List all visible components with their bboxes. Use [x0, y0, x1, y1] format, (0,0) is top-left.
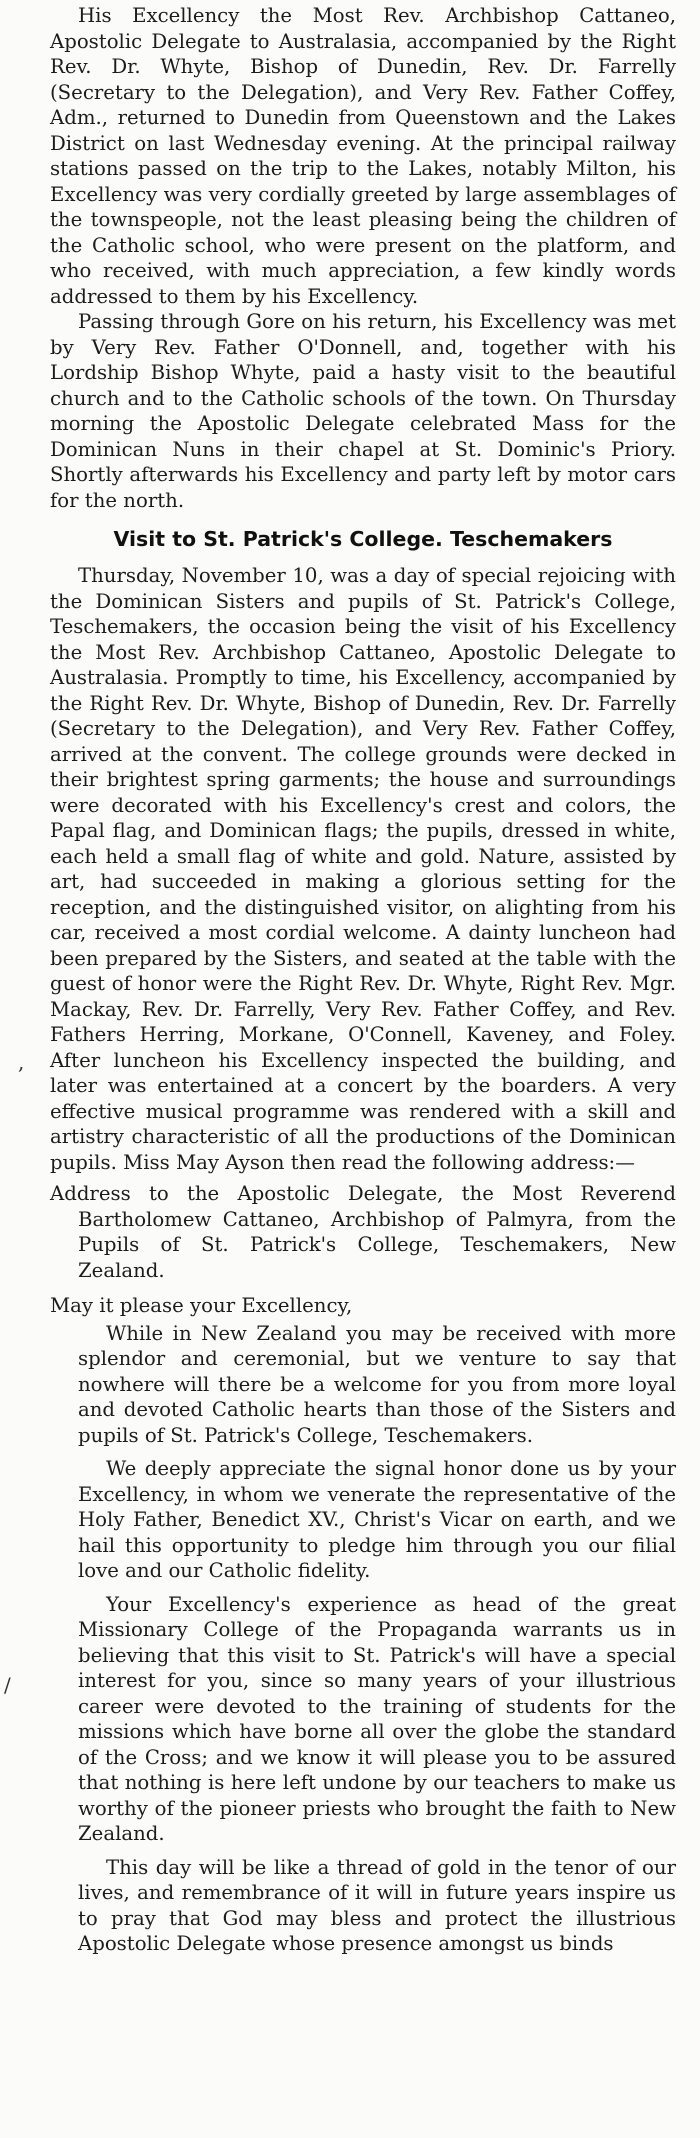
margin-tick-mark: ,: [18, 1050, 25, 1074]
address-paragraph-3: Your Excellency's experience as head of the great Missionary College of the Propaganda warrants us in believing that this visit to St. Patrick's will have a special interest for you, since so many years of your illustrious career were devoted to the training of students for the missions which have borne all over the globe the standard of the Cross; and we know it will please you to be assured that nothing is here left undone by our teachers to make us worthy of the pioneer priests who brought the faith to New Zealand.: [78, 1592, 683, 1845]
address-title: Address to the Apostolic Delegate, the Most Reverend Bartholomew Cattaneo, Archbishop of Palmyra, from the Pupils of St. Patrick's College, Teschemakers, New Zealand.: [50, 1182, 683, 1282]
college-visit-paragraph: Thursday, November 10, was a day of special rejoicing with the Dominican Sisters and pupils of St. Patrick's College, Teschemakers, the occasion being the visit of his Excellency the Most Rev. Archbishop Cattaneo, Apostolic Delegate to Australasia. Promptly to time, his Excellency, accompanied by the Right Rev. Dr. Whyte, Bishop of Dunedin, Rev. Dr. Farrelly (Secretary to the Delegation), and Very Rev. Father Coffey, arrived at the convent. The college grounds were decked in their brightest spring garments; the house and surroundings were decorated with his Excellency's crest and colors, the Papal flag, and Dominican flags; the pupils, dressed in white, each held a small flag of white and gold. Nature, assisted by art, had succeeded in making a glorious setting for the reception, and the distinguished visitor, on alighting from his car, received a most cordial welcome. A dainty luncheon had been prepared by the Sisters, and seated at the table with the guest of honor were the Right Rev. Dr. Whyte, Right Rev. Mgr. Mackay, Rev. Dr. Farrelly, Very Rev. Father Coffey, and Rev. Fathers Herring, Morkane, O'Connell, Kaveney, and Foley. After luncheon his Excellency inspected the building, and later was entertained at a concert by the boarders. A very effective musical programme was rendered with a skill and artistry characteristic of all the productions of the Dominican pupils. Miss May Ayson then read the following address:—: [50, 564, 683, 1174]
article-paragraph-1: His Excellency the Most Rev. Archbishop Cattaneo, Apostolic Delegate to Australasia, accompanied by the Right Rev. Dr. Whyte, Bishop of Dunedin, Rev. Dr. Farrelly (Secretary to the Delegation), and Very Rev. Father Coffey, Adm., returned to Dunedin from Queenstown and the Lakes District on last Wednesday evening. At the principal railway stations passed on the trip to the Lakes, notably Milton, his Excellency was very cordially greeted by large assemblages of the townspeople, not the least pleasing being the children of the Catholic school, who were present on the platform, and who received, with much appreciation, a few kindly words addressed to them by his Excellency.: [50, 4, 683, 308]
section-heading: Visit to St. Patrick's College. Teschemakers: [113, 527, 613, 551]
margin-slash-mark: /: [4, 1673, 11, 1697]
article-column: [50, 3, 683, 1965]
address-paragraph-4: This day will be like a thread of gold in the tenor of our lives, and remembrance of it will in future years inspire us to pray that God may bless and protect the illustrious Apostolic Delegate whose presence amongst us binds: [78, 1855, 683, 1955]
article-paragraph-2: Passing through Gore on his return, his Excellency was met by Very Rev. Father O'Donnell, and, together with his Lordship Bishop Whyte, paid a hasty visit to the beautiful church and to the Catholic schools of the town. On Thursday morning the Apostolic Delegate celebrated Mass for the Dominican Nuns in their chapel at St. Dominic's Priory. Shortly afterwards his Excellency and party left by motor cars for the north.: [50, 310, 683, 512]
address-salutation: May it please your Excellency,: [50, 1294, 353, 1317]
address-paragraph-1: While in New Zealand you may be received with more splendor and ceremonial, but we venture to say that nowhere will there be a welcome for you from more loyal and devoted Catholic hearts than those of the Sisters and pupils of St. Patrick's College, Teschemakers.: [78, 1321, 683, 1447]
address-paragraph-2: We deeply appreciate the signal honor done us by your Excellency, in whom we venerate the representative of the Holy Father, Benedict XV., Christ's Vicar on earth, and we hail this opportunity to pledge him through you our filial love and our Catholic fidelity.: [78, 1457, 683, 1582]
